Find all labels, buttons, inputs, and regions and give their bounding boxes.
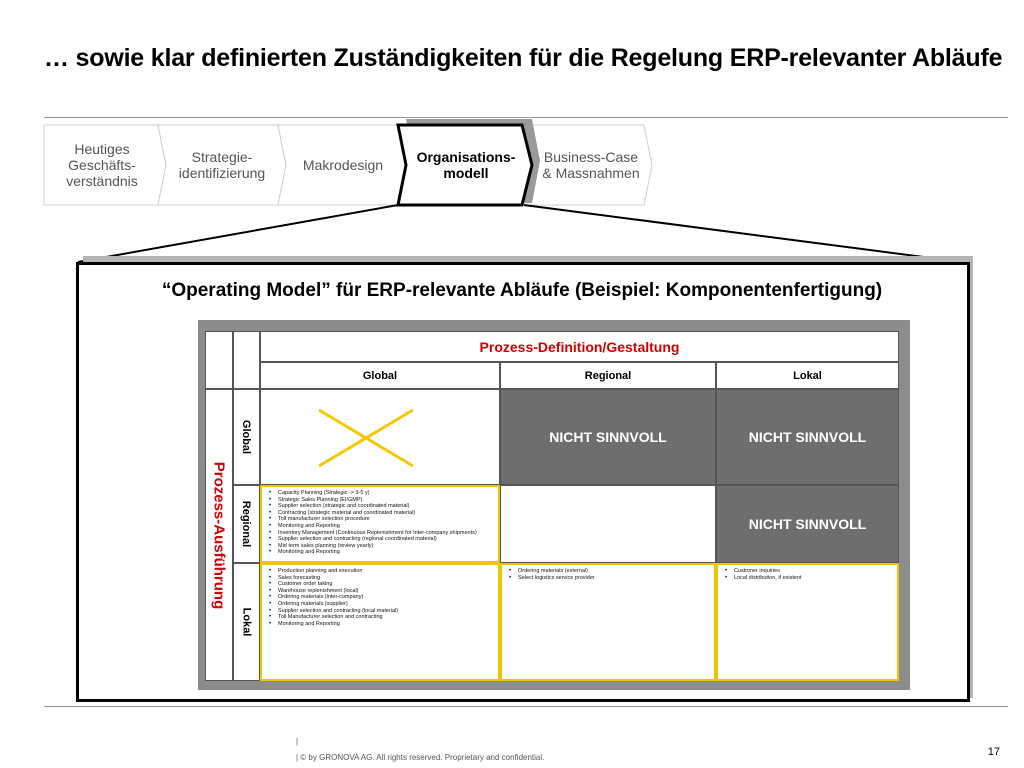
row-header-global: Global — [233, 389, 260, 485]
cell-regional-lokal: NICHT SINNVOLL — [716, 485, 899, 563]
cell-lokal-lokal — [716, 563, 899, 681]
cell-lokal-global — [260, 563, 500, 681]
process-step-label: Strategie- identifizierung — [178, 149, 266, 181]
responsibility-item: • Inventory Management (Continuous Replenishment for Inter-company shipments) — [278, 530, 494, 537]
responsibility-item: • Monitoring and Reporting — [278, 523, 494, 530]
corner-cell — [205, 331, 233, 389]
responsibility-item: • Toll Manufacturer selection and contracting — [278, 614, 494, 621]
responsibility-item: • Customer inquiries — [734, 568, 893, 575]
responsibility-item: • Sales forecasting — [278, 575, 494, 582]
definition-header: Prozess-Definition/Gestaltung — [260, 331, 899, 362]
responsibility-item: • Monitoring and Reporting — [278, 621, 494, 628]
responsibility-item: • Toll manufacturer selection procedure — [278, 516, 494, 523]
responsibility-item: • Customer order taking — [278, 581, 494, 588]
responsibility-item: • Ordering materials (inter-company) — [278, 594, 494, 601]
cell-regional-regional — [500, 485, 716, 563]
row-header-lokal: Lokal — [233, 563, 260, 681]
zoom-connector — [0, 0, 1024, 300]
slide-title: … sowie klar definierten Zuständigkeiten für die Regelung ERP-relevanter Abläufe — [44, 44, 1003, 72]
cell-lokal-regional — [500, 563, 716, 681]
footer-copyright: | © by GRONOVA AG. All rights reserved. Proprietary and confidential. — [296, 753, 545, 762]
responsibility-item: • Ordering materials (supplier) — [278, 601, 494, 608]
cross-mark — [261, 390, 501, 486]
responsibility-item: • Supplier selection and contracting (regional coordinated material) — [278, 536, 494, 543]
process-step-label: Heutiges Geschäfts- verständnis — [66, 141, 138, 189]
column-header-global: Global — [260, 362, 500, 389]
responsibility-list — [262, 487, 498, 556]
responsibility-list — [718, 565, 897, 581]
operating-model-title: “Operating Model” für ERP-relevante Abläufe (Beispiel: Komponentenfertigung) — [161, 280, 883, 301]
process-step-label: Business-Case & Massnahmen — [542, 149, 640, 181]
row-header-regional: Regional — [233, 485, 260, 563]
responsibility-list — [502, 565, 714, 581]
responsibility-item: • Local distribution, if existent — [734, 575, 893, 582]
responsibility-item: • Ordering materials (external) — [518, 568, 710, 575]
corner-cell — [233, 331, 260, 389]
responsibility-item: • Supplier selection (strategic and coordinated material) — [278, 503, 494, 510]
responsibility-item: • Monitoring and Reporting — [278, 549, 494, 556]
process-step-label: Makrodesign — [302, 157, 384, 173]
responsibility-item: • Mid term sales planning (review yearly) — [278, 543, 494, 550]
responsibility-item: • Contracting (strategic material and coordinated material) — [278, 510, 494, 517]
cell-global-lokal: NICHT SINNVOLL — [716, 389, 899, 485]
responsibility-item: • Capacity Planning (Strategic -> 3-5 y) — [278, 490, 494, 497]
page-number: 17 — [987, 746, 1000, 758]
column-header-regional: Regional — [500, 362, 716, 389]
responsibility-item: • Warehouse replenishment (local) — [278, 588, 494, 595]
footer-divider — [44, 706, 1008, 707]
footer-separator: | — [296, 737, 299, 746]
responsibility-item: • Strategic Sales Planning (EI/GMP) — [278, 497, 494, 504]
responsibility-item: • Select logistics service provider — [518, 575, 710, 582]
execution-header: Prozess-Ausführung — [205, 389, 233, 681]
responsibility-item: • Production planning and execution — [278, 568, 494, 575]
cell-global-global — [260, 389, 500, 485]
operating-model-matrix — [205, 331, 899, 681]
cell-regional-global — [260, 485, 500, 563]
responsibility-list — [262, 565, 498, 627]
column-header-lokal: Lokal — [716, 362, 899, 389]
cell-global-regional: NICHT SINNVOLL — [500, 389, 716, 485]
process-step-label: Organisations- modell — [416, 149, 516, 181]
responsibility-item: • Supplier selection and contracting (local material) — [278, 608, 494, 615]
